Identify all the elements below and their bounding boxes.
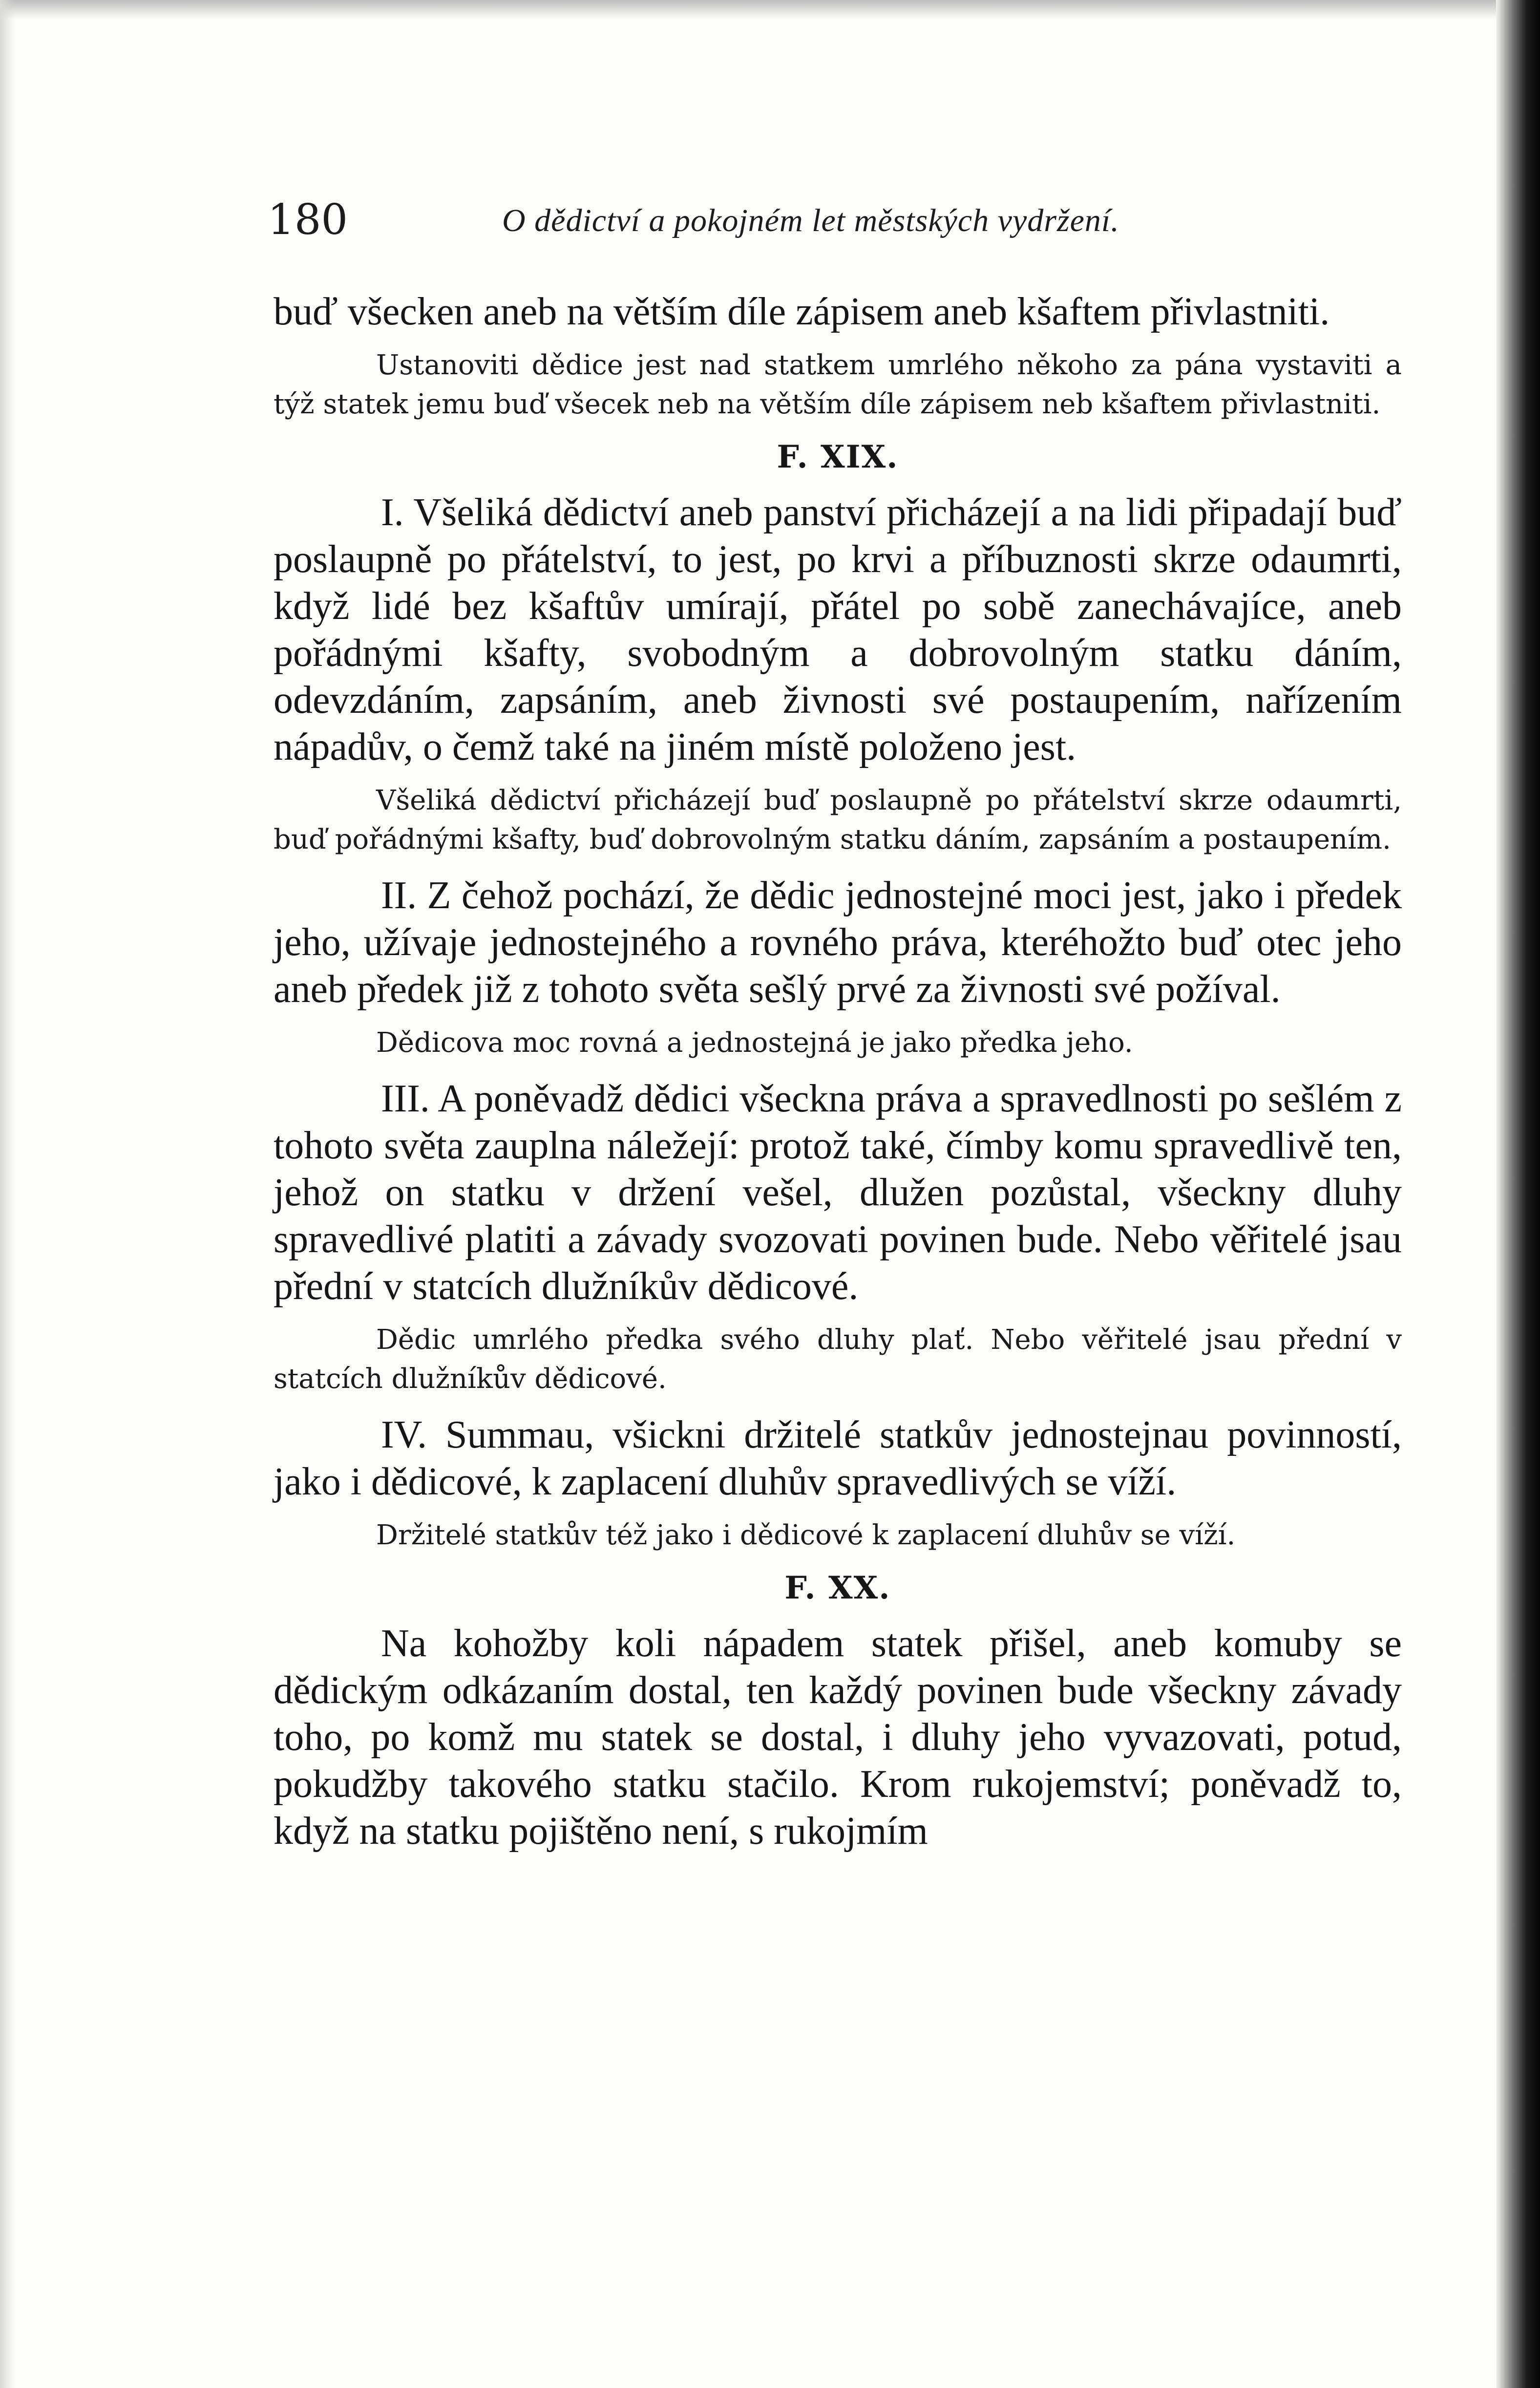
- page-header: [268, 195, 1406, 254]
- section-heading-xx: F. XX.: [784, 1570, 891, 1606]
- scan-left-edge: [0, 0, 15, 2388]
- scan-top-edge: [0, 0, 1540, 20]
- summary-note-iv: Držitelé statkův též jako i dědicové k zaplacení dluhův se víží.: [376, 1519, 1236, 1551]
- summary-note: Ustanoviti dědice jest nad statkem umrlého někoho za pána vystaviti a týž statek jemu buď všecek neb na větším díle zápisem neb kšaftem přivlastniti.: [274, 349, 1402, 420]
- summary-note-i: Všeliká dědictví přicházejí buď poslaupně po přátelství skrze odaumrti, buď pořádnými kšafty, buď dobrovolným statku dáním, zapsáním a postaupením.: [274, 785, 1402, 855]
- paragraph-i: I. Všeliká dědictví aneb panství přicházejí a na lidi připadají buď poslaupně po přátelství, to jest, po krvi a příbuznosti skrze odaumrti, když lidé bez kšaftův umírají, přátel po sobě zanechávajíce, aneb pořádnými kšafty, svobodným a dobrovolným statku dáním, odevzdáním, zapsáním, aneb živnosti své postaupením, nařízením nápadův, o čemž také na jiném místě položeno jest.: [274, 491, 1402, 768]
- summary-note-iii: Dědic umrlého předka svého dluhy plať. Nebo věřitelé jsau přední v statcích dlužníkův dědicové.: [274, 1324, 1402, 1395]
- running-title: O dědictví a pokojném let městských vydržení.: [502, 203, 1119, 238]
- paragraph-iv: IV. Summau, všickni držitelé statkův jednostejnau povinností, jako i dědicové, k zaplacení dluhův spravedlivých se víží.: [274, 1413, 1402, 1503]
- paragraph-ii: II. Z čehož pochází, že dědic jednostejné moci jest, jako i předek jeho, užívaje jednostejného a rovného práva, kteréhožto buď otec jeho aneb předek již z tohoto světa sešlý prvé za živnosti své požíval.: [274, 874, 1402, 1011]
- summary-note-ii: Dědicova moc rovná a jednostejná je jako předka jeho.: [376, 1027, 1133, 1059]
- section-heading-xix: F. XIX.: [777, 439, 899, 475]
- page-body: [274, 288, 1402, 1855]
- paragraph-xx: Na kohožby koli nápadem statek přišel, aneb komuby se dědickým odkázaním dostal, ten každý povinen bude všeckny závady toho, po komž mu statek se dostal, i dluhy jeho vyvazovati, potud, pokudžby takového statku stačilo. Krom rukojemství; poněvadž to, když na statku pojištěno není, s rukojmím: [274, 1622, 1402, 1853]
- book-binding-edge: [1496, 0, 1540, 2388]
- paragraph-continued: buď všecken aneb na větším díle zápisem aneb kšaftem přivlastniti.: [274, 290, 1330, 333]
- page-number: 180: [268, 195, 348, 244]
- paragraph-iii: III. A poněvadž dědici všeckna práva a spravedlnosti po sešlém z tohoto světa zauplna náležejí: protož také, čímby komu spravedlivě ten, jehož on statku v držení vešel, dlužen pozůstal, všeckny dluhy spravedlivé platiti a závady svozovati povinen bude. Nebo věřitelé jsau přední v statcích dlužníkův dědicové.: [274, 1077, 1402, 1308]
